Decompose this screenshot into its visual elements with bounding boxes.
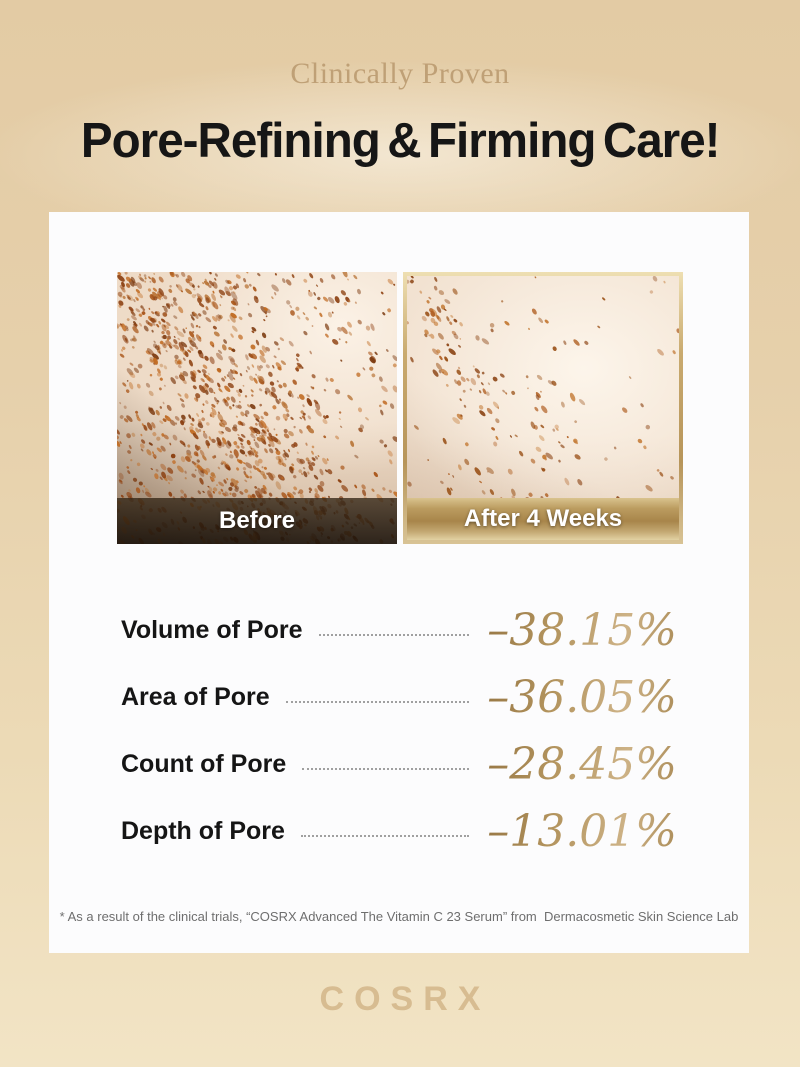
stat-label-depth: Depth of Pore bbox=[121, 817, 285, 845]
stat-row-depth bbox=[121, 798, 677, 865]
stat-value-depth: –13.01% bbox=[487, 806, 677, 857]
before-image-panel bbox=[117, 272, 397, 544]
stat-value-area: –36.05% bbox=[487, 672, 677, 723]
pore-stats-list bbox=[121, 597, 677, 865]
stat-value-count: –28.45% bbox=[487, 739, 677, 790]
results-card bbox=[49, 212, 749, 953]
page-title bbox=[0, 113, 800, 169]
before-label: Before bbox=[218, 507, 296, 534]
after-skin-image bbox=[407, 276, 679, 540]
stat-row-area bbox=[121, 664, 677, 731]
stat-value-volume: –38.15% bbox=[487, 605, 677, 656]
stat-label-count: Count of Pore bbox=[121, 750, 287, 778]
dotted-leader bbox=[301, 835, 469, 837]
after-label-band bbox=[407, 498, 679, 540]
dotted-leader bbox=[286, 701, 470, 703]
before-skin-image bbox=[117, 272, 397, 544]
stat-label-area: Area of Pore bbox=[121, 683, 270, 711]
clinical-trial-footnote: * As a result of the clinical trials, “COSRX Advanced The Vitamin C 23 Serum” from Dermacosmetic Skin Science Lab bbox=[59, 909, 739, 924]
before-label-band bbox=[117, 498, 397, 544]
stat-row-volume bbox=[121, 597, 677, 664]
page-title-text: Pore-Refining & Firming Care! bbox=[80, 114, 720, 168]
stat-row-count bbox=[121, 731, 677, 798]
stat-label-volume: Volume of Pore bbox=[121, 616, 303, 644]
cosrx-logo: COSRX bbox=[319, 980, 491, 1018]
dotted-leader bbox=[302, 768, 469, 770]
after-label: After 4 Weeks bbox=[463, 505, 623, 532]
eyebrow-clinically-proven: Clinically Proven bbox=[290, 57, 510, 90]
after-image-panel bbox=[403, 272, 683, 544]
dotted-leader bbox=[319, 634, 470, 636]
before-after-comparison bbox=[117, 272, 683, 544]
